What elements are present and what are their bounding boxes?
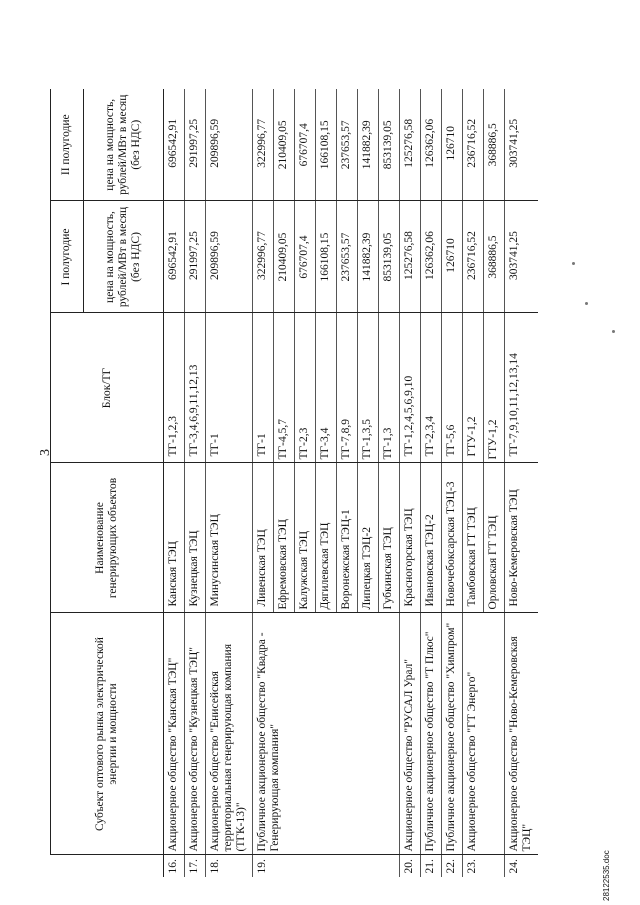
object-name: Воронежская ТЭЦ-1 bbox=[337, 463, 358, 613]
price-half2: 303741,25 bbox=[505, 89, 539, 201]
object-name: Тамбовская ГТ ТЭЦ bbox=[463, 463, 484, 613]
header-subject: Субъект оптового рынка электрической энергии и мощности bbox=[51, 613, 164, 855]
object-name: Кузнецкая ТЭЦ bbox=[185, 463, 206, 613]
price-half1: 237653,57 bbox=[337, 201, 358, 313]
object-name: Ново-Кемеровская ТЭЦ bbox=[505, 463, 539, 613]
header-number bbox=[51, 855, 164, 877]
price-half2: 236716,52 bbox=[463, 89, 484, 201]
row-number: 16. bbox=[164, 855, 185, 877]
price-half2: 368886,5 bbox=[484, 89, 505, 201]
block-tg: ТГ-7,9,10,11,12,13,14 bbox=[505, 313, 539, 463]
object-name: Красногорская ТЭЦ bbox=[400, 463, 421, 613]
table-row bbox=[164, 89, 185, 877]
block-tg: ГТУ-1,2 bbox=[463, 313, 484, 463]
block-tg: ТГ-3,4 bbox=[316, 313, 337, 463]
row-number: 18. bbox=[206, 855, 253, 877]
row-number: 24. bbox=[505, 855, 539, 877]
object-name: Канская ТЭЦ bbox=[164, 463, 185, 613]
price-half1: 126710 bbox=[442, 201, 463, 313]
price-half2: 126710 bbox=[442, 89, 463, 201]
object-name: Орловская ГТ ТЭЦ bbox=[484, 463, 505, 613]
block-tg: ТГ-3,4,6,9,11,12,13 bbox=[185, 313, 206, 463]
table-row bbox=[421, 89, 442, 877]
price-half1: 166108,15 bbox=[316, 201, 337, 313]
table-row bbox=[463, 89, 484, 877]
subject-name: Публичное акционерное общество "Химпром" bbox=[442, 613, 463, 855]
price-half2: 237653,57 bbox=[337, 89, 358, 201]
price-half1: 141882,39 bbox=[358, 201, 379, 313]
block-tg: ТГ-4,5,7 bbox=[274, 313, 295, 463]
price-half2: 166108,15 bbox=[316, 89, 337, 201]
price-half2: 322996,77 bbox=[253, 89, 274, 201]
block-tg: ТГ-2,3 bbox=[295, 313, 316, 463]
price-half2: 676707,4 bbox=[295, 89, 316, 201]
subject-name: Публичное акционерное общество "Т Плюс" bbox=[421, 613, 442, 855]
subject-name: Акционерное общество "Енисейская территориальная генерирующая компания (ТГК-13)" bbox=[206, 613, 253, 855]
price-half1: 303741,25 bbox=[505, 201, 539, 313]
page-number: 3 bbox=[38, 449, 53, 456]
header-price2: цена на мощность, рублей/МВт в месяц (без НДС) bbox=[83, 89, 163, 201]
table-row bbox=[253, 89, 274, 877]
price-half1: 368886,5 bbox=[484, 201, 505, 313]
object-name: Липецкая ТЭЦ-2 bbox=[358, 463, 379, 613]
block-tg: ТГ-2,3,4 bbox=[421, 313, 442, 463]
price-half1: 676707,4 bbox=[295, 201, 316, 313]
price-half2: 210409,05 bbox=[274, 89, 295, 201]
price-half2: 291997,25 bbox=[185, 89, 206, 201]
block-tg: ТГ-1,3,5 bbox=[358, 313, 379, 463]
block-tg: ГТУ-1,2 bbox=[484, 313, 505, 463]
header-price1: цена на мощность, рублей/МВт в месяц (без НДС) bbox=[83, 201, 163, 313]
header-half1: I полугодие bbox=[51, 201, 84, 313]
price-half1: 696542,91 bbox=[164, 201, 185, 313]
price-half2: 126362,06 bbox=[421, 89, 442, 201]
price-half1: 853139,05 bbox=[379, 201, 400, 313]
price-half1: 291997,25 bbox=[185, 201, 206, 313]
header-object: Наименование генерирующих объектов bbox=[51, 463, 164, 613]
object-name: Ефремовская ТЭЦ bbox=[274, 463, 295, 613]
block-tg: ТГ-1,3 bbox=[379, 313, 400, 463]
table-row bbox=[442, 89, 463, 877]
row-number: 19. bbox=[253, 855, 400, 877]
table-row bbox=[400, 89, 421, 877]
price-half2: 696542,91 bbox=[164, 89, 185, 201]
price-half1: 236716,52 bbox=[463, 201, 484, 313]
subject-name: Акционерное общество "Канская ТЭЦ" bbox=[164, 613, 185, 855]
table-row bbox=[206, 89, 253, 877]
object-name: Губкинская ТЭЦ bbox=[379, 463, 400, 613]
price-half1: 209896,59 bbox=[206, 201, 253, 313]
row-number: 17. bbox=[185, 855, 206, 877]
block-tg: ТГ-5,6 bbox=[442, 313, 463, 463]
price-half1: 126362,06 bbox=[421, 201, 442, 313]
table-row bbox=[505, 89, 539, 877]
subject-name: Акционерное общество "Ново-Кемеровская ТЭЦ" bbox=[505, 613, 539, 855]
block-tg: ТГ-1,2,4,5,6,9,10 bbox=[400, 313, 421, 463]
block-tg: ТГ-7,8,9 bbox=[337, 313, 358, 463]
block-tg: ТГ-1 bbox=[253, 313, 274, 463]
object-name: Минусинская ТЭЦ bbox=[206, 463, 253, 613]
price-half2: 853139,05 bbox=[379, 89, 400, 201]
price-half1: 210409,05 bbox=[274, 201, 295, 313]
block-tg: ТГ-1,2,3 bbox=[164, 313, 185, 463]
object-name: Ливенская ТЭЦ bbox=[253, 463, 274, 613]
row-number: 22. bbox=[442, 855, 463, 877]
object-name: Новочебоксарская ТЭЦ-3 bbox=[442, 463, 463, 613]
price-half2: 125276,58 bbox=[400, 89, 421, 201]
object-name: Дягилевская ТЭЦ bbox=[316, 463, 337, 613]
price-half1: 322996,77 bbox=[253, 201, 274, 313]
table-body bbox=[164, 89, 539, 877]
subject-name: Акционерное общество "РУСАЛ Урал" bbox=[400, 613, 421, 855]
price-half1: 125276,58 bbox=[400, 201, 421, 313]
subject-name: Акционерное общество "ГТ Энерго" bbox=[463, 613, 505, 855]
header-half2: II полугодие bbox=[51, 89, 84, 201]
scan-dot bbox=[612, 330, 615, 333]
row-number: 21. bbox=[421, 855, 442, 877]
subject-name: Публичное акционерное общество "Квадра - Генерирующая компания" bbox=[253, 613, 400, 855]
block-tg: ТГ-1 bbox=[206, 313, 253, 463]
table-row bbox=[185, 89, 206, 877]
price-half2: 141882,39 bbox=[358, 89, 379, 201]
scan-dot bbox=[572, 262, 575, 265]
footer-filename: 28122535.doc bbox=[602, 850, 611, 901]
object-name: Калужская ТЭЦ bbox=[295, 463, 316, 613]
row-number: 23. bbox=[463, 855, 505, 877]
price-half2: 209896,59 bbox=[206, 89, 253, 201]
scan-dot bbox=[585, 302, 588, 305]
header-block: Блок/ТГ bbox=[51, 313, 164, 463]
price-table bbox=[50, 89, 538, 877]
row-number: 20. bbox=[400, 855, 421, 877]
object-name: Ивановская ТЭЦ-2 bbox=[421, 463, 442, 613]
subject-name: Акционерное общество "Кузнецкая ТЭЦ" bbox=[185, 613, 206, 855]
